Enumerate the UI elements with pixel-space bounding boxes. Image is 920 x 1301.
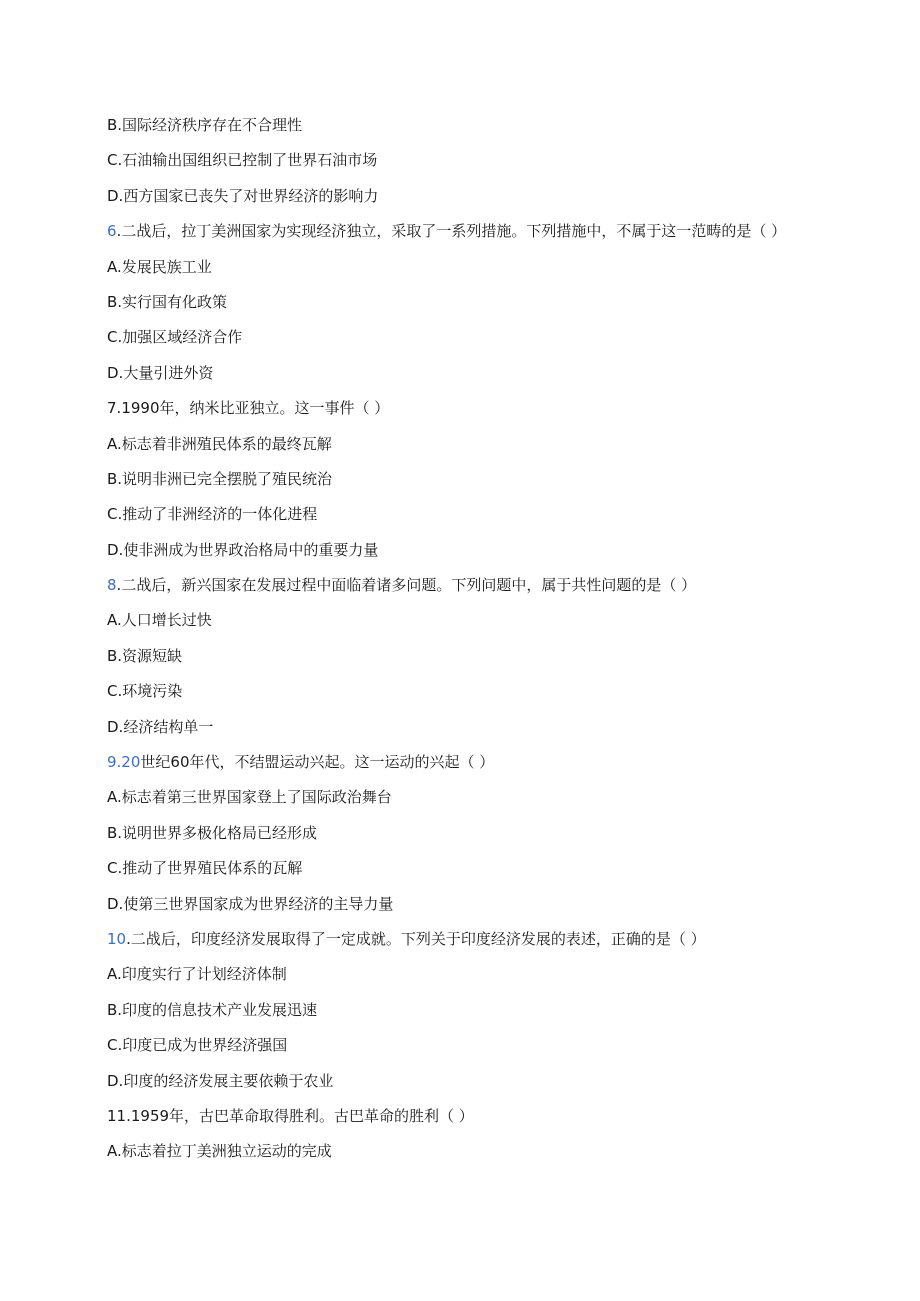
question-stem xyxy=(107,745,867,780)
question-number: 7 xyxy=(107,399,117,418)
document-page xyxy=(107,108,867,1170)
answer-option: D.使第三世界国家成为世界经济的主导力量 xyxy=(107,894,394,913)
question-stem xyxy=(107,391,867,426)
answer-option: B.说明世界多极化格局已经形成 xyxy=(107,823,318,842)
question-stem xyxy=(107,1099,867,1134)
question-number: 8 xyxy=(107,576,117,595)
answer-option: B.实行国有化政策 xyxy=(107,292,228,311)
answer-option: C.推动了世界殖民体系的瓦解 xyxy=(107,859,303,878)
question-stem xyxy=(107,568,867,603)
question-text: .1990年，纳米比亚独立。这一事件（ ） xyxy=(116,399,390,418)
answer-option: B.印度的信息技术产业发展迅速 xyxy=(107,1000,318,1019)
answer-option: B.国际经济秩序存在不合理性 xyxy=(107,116,303,134)
question-number: 11 xyxy=(107,1106,127,1125)
answer-option: A.标志着非洲殖民体系的最终瓦解 xyxy=(107,434,332,453)
question-number: 10 xyxy=(107,929,127,948)
answer-option: C.印度已成为世界经济强国 xyxy=(107,1036,288,1055)
answer-option: A.印度实行了计划经济体制 xyxy=(107,965,287,984)
question-number: 9.20 xyxy=(107,753,141,772)
answer-option: C.石油输出国组织已控制了世界石油市场 xyxy=(107,151,378,170)
question-text: .二战后，印度经济发展取得了一定成就。下列关于印度经济发展的表述，正确的是（ ） xyxy=(126,929,706,948)
answer-option: D.大量引进外资 xyxy=(107,363,214,382)
answer-option: B.资源短缺 xyxy=(107,646,183,665)
question-stem xyxy=(107,922,867,957)
answer-option: D.西方国家已丧失了对世界经济的影响力 xyxy=(107,186,379,205)
answer-option: D.印度的经济发展主要依赖于农业 xyxy=(107,1071,334,1090)
question-text: 世纪60年代，不结盟运动兴起。这一运动的兴起（ ） xyxy=(140,753,495,772)
answer-option: A.发展民族工业 xyxy=(107,257,212,276)
answer-option: A.标志着拉丁美洲独立运动的完成 xyxy=(107,1142,332,1161)
answer-option: A.人口增长过快 xyxy=(107,611,212,630)
answer-option: B.说明非洲已完全摆脱了殖民统治 xyxy=(107,469,333,488)
answer-option: C.加强区域经济合作 xyxy=(107,328,243,347)
answer-option: D.使非洲成为世界政治格局中的重要力量 xyxy=(107,540,379,559)
answer-option: C.推动了非洲经济的一体化进程 xyxy=(107,505,318,524)
answer-option: A.标志着第三世界国家登上了国际政治舞台 xyxy=(107,788,392,807)
answer-option: C.环境污染 xyxy=(107,682,183,701)
answer-option: D.经济结构单一 xyxy=(107,717,214,736)
question-text: .二战后，拉丁美洲国家为实现经济独立，采取了一系列措施。下列措施中，不属于这一范畴的是（ ） xyxy=(116,222,787,241)
question-text: .二战后，新兴国家在发展过程中面临着诸多问题。下列问题中，属于共性问题的是（ ） xyxy=(116,576,697,595)
question-number: 6 xyxy=(107,222,117,241)
question-stem xyxy=(107,214,867,249)
question-text: .1959年，古巴革命取得胜利。古巴革命的胜利（ ） xyxy=(126,1106,474,1125)
